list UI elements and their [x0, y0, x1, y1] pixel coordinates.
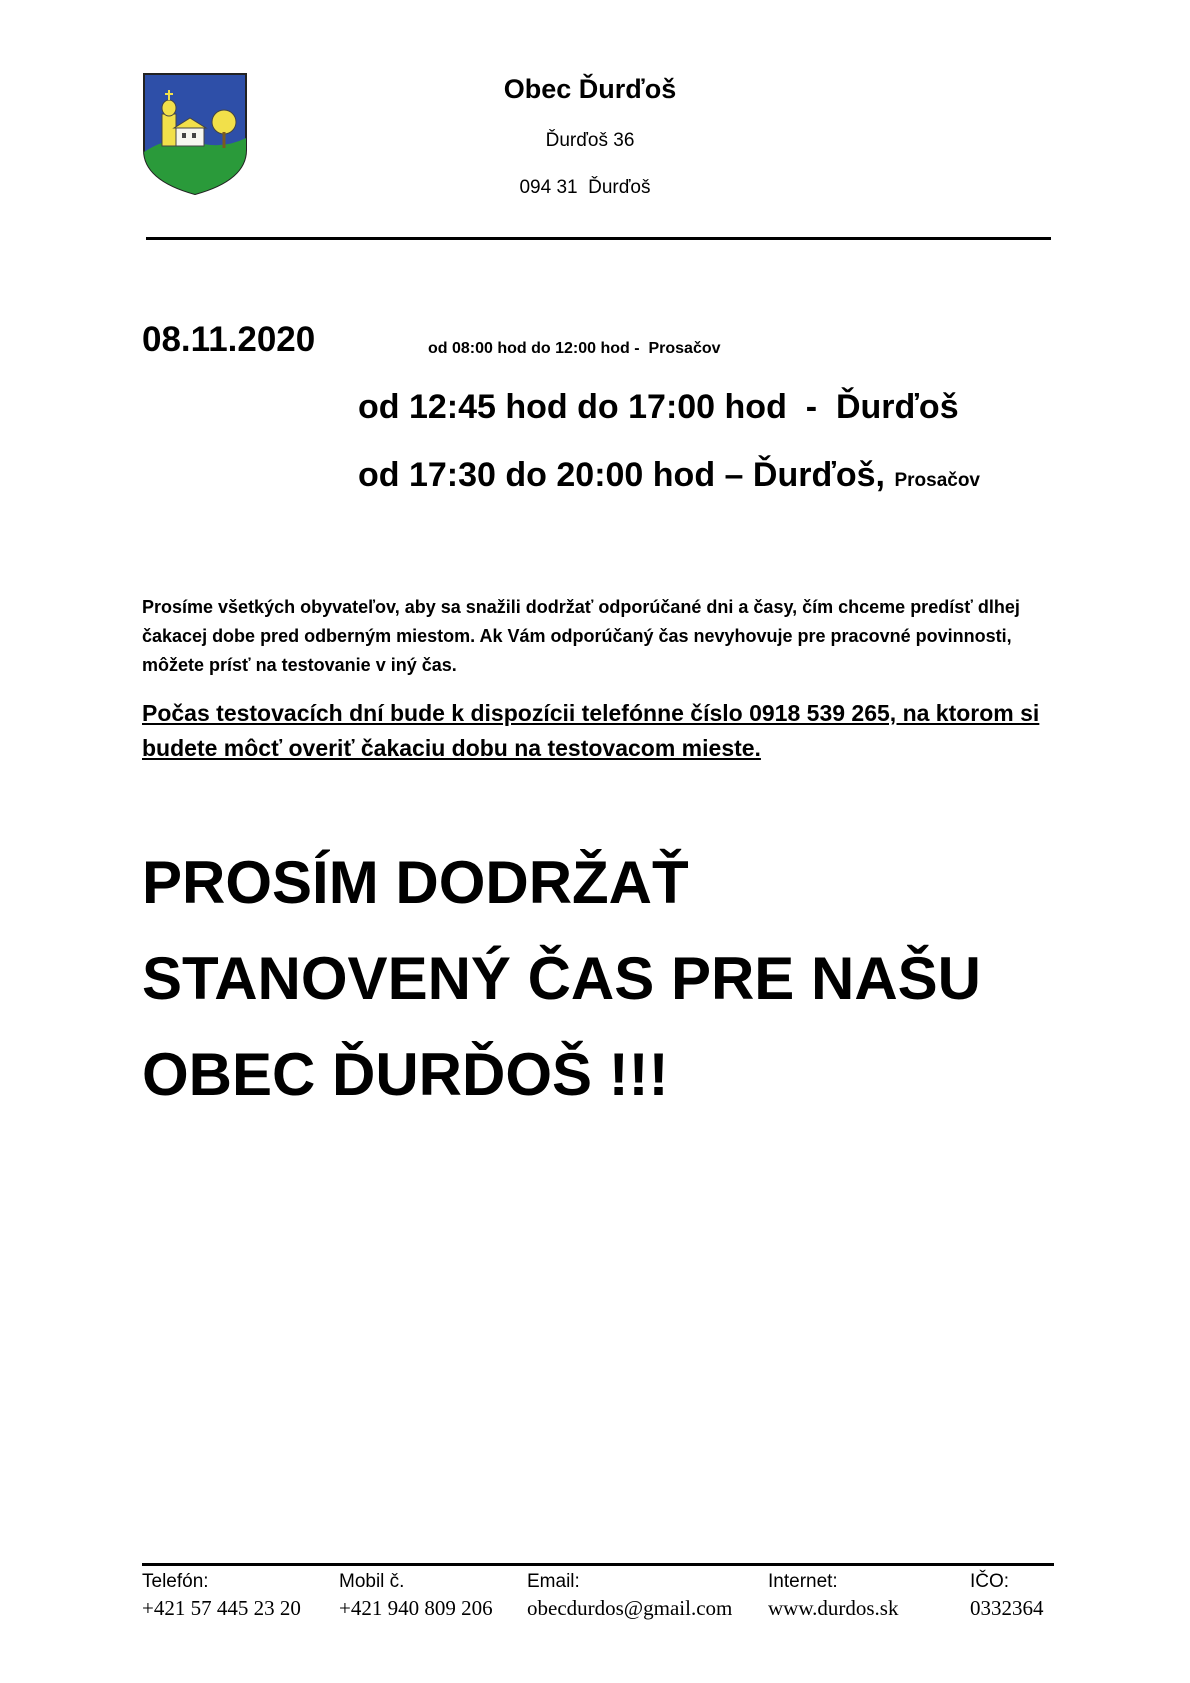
testing-date: 08.11.2020: [142, 320, 316, 359]
warning-line-1: PROSÍM DODRŽAŤ: [142, 849, 689, 916]
footer-ico-value: 0332364: [970, 1596, 1044, 1620]
footer-email-value: obecdurdos@gmail.com: [527, 1596, 733, 1620]
footer-mobile: [339, 1569, 493, 1621]
footer-email: [527, 1569, 732, 1621]
time-slot-2: od 12:45 hod do 17:00 hod - Ďurďoš: [358, 388, 959, 426]
header-divider: [146, 237, 1051, 240]
footer-phone-value: +421 57 445 23 20: [142, 1596, 301, 1620]
footer-internet: [768, 1569, 898, 1621]
warning-line-3: OBEC ĎURĎOŠ !!!: [142, 1041, 669, 1108]
footer-mobile-label: Mobil č.: [339, 1571, 405, 1592]
footer-internet-value: www.durdos.sk: [768, 1596, 899, 1620]
notice-paragraph: Prosíme všetkých obyvateľov, aby sa snažili dodržať odporúčané dni a časy, čím chceme predísť dlhej čakacej dobe pred odberným miestom. Ak Vám odporúčaný čas nevyhovuje pre pracovné povinnosti, môžete prísť na testovanie v iný čas.: [142, 597, 1020, 675]
time-slot-3-extra: Prosačov: [894, 470, 980, 491]
footer-phone-label: Telefón:: [142, 1571, 209, 1592]
footer-phone: [142, 1569, 301, 1621]
warning-message: [142, 835, 1072, 1123]
footer-ico: [970, 1569, 1044, 1621]
time-slot-1: od 08:00 hod do 12:00 hod - Prosačov: [428, 340, 721, 357]
time-slot-3: [358, 456, 980, 495]
footer-ico-label: IČO:: [970, 1571, 1010, 1592]
footer-divider: [142, 1563, 1054, 1566]
coat-of-arms-icon: [142, 72, 248, 196]
phone-notice: Počas testovacích dní bude k dispozícii telefónne číslo 0918 539 265, na ktorom si budete môcť overiť čakaciu dobu na testovacom mieste.: [142, 700, 1040, 761]
footer-mobile-value: +421 940 809 206: [339, 1596, 493, 1620]
address-street: Ďurďoš 36: [545, 130, 635, 151]
warning-line-2: STANOVENÝ ČAS PRE NAŠU: [142, 945, 982, 1012]
org-name: Obec Ďurďoš: [503, 74, 677, 104]
time-slot-3-main: od 17:30 do 20:00 hod – Ďurďoš,: [358, 456, 885, 494]
footer-internet-label: Internet:: [768, 1571, 838, 1592]
address-postal: 094 31 Ďurďoš: [519, 177, 651, 198]
footer-email-label: Email:: [527, 1571, 580, 1592]
